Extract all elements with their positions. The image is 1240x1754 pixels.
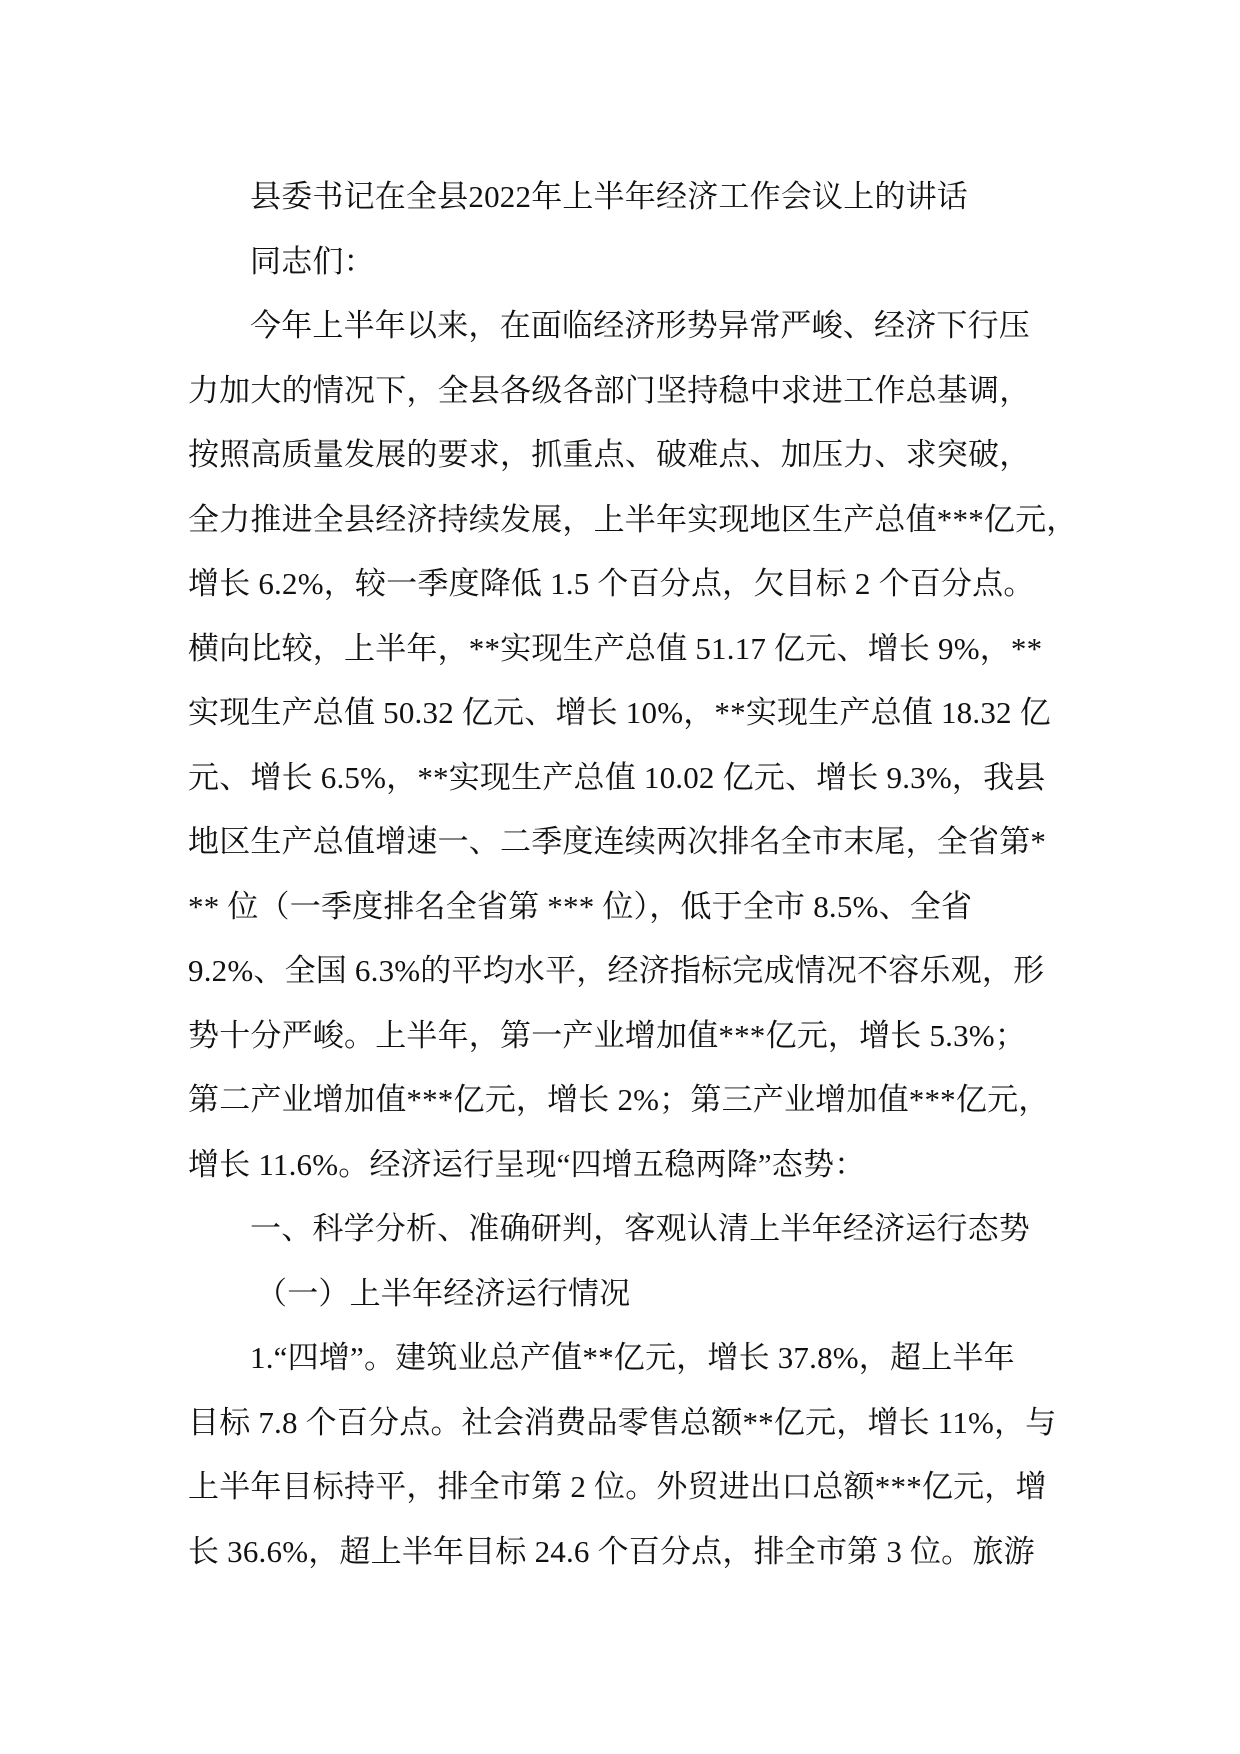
section-line-2: 目标 7.8 个百分点。社会消费品零售总额**亿元，增长 11%，与 (188, 1404, 1057, 1440)
intro-line-7: 实现生产总值 50.32 亿元、增长 10%，**实现生产总值 18.32 亿 (188, 695, 1051, 730)
section-line-1: 1.“四增”。建筑业总产值**亿元，增长 37.8%，超上半年 (250, 1340, 1015, 1375)
section-line-3: 上半年目标持平，排全市第 2 位。外贸进出口总额***亿元，增 (188, 1469, 1047, 1504)
section-heading-2: （一）上半年经济运行情况 (256, 1275, 631, 1311)
salutation: 同志们： (250, 243, 375, 279)
intro-line-12: 势十分严峻。上半年，第一产业增加值***亿元，增长 5.3%； (188, 1017, 1027, 1053)
intro-line-11: 9.2%、全国 6.3%的平均水平，经济指标完成情况不容乐观，形 (188, 953, 1045, 988)
document-content (188, 165, 1088, 1684)
intro-line-10: ** 位（一季度排名全省第 *** 位），低于全市 8.5%、全省 (188, 888, 973, 924)
intro-line-6: 横向比较，上半年，**实现生产总值 51.17 亿元、增长 9%，** (188, 630, 1043, 666)
intro-line-2: 力加大的情况下，全县各级各部门坚持稳中求进工作总基调， (188, 372, 1031, 408)
intro-line-4: 全力推进全县经济持续发展，上半年实现地区生产总值***亿元， (188, 501, 1078, 537)
intro-line-14: 增长 11.6%。经济运行呈现“四增五稳两降”态势： (188, 1146, 866, 1182)
section-line-4: 长 36.6%，超上半年目标 24.6 个百分点，排全市第 3 位。旅游 (188, 1533, 1035, 1569)
intro-line-3: 按照高质量发展的要求，抓重点、破难点、加压力、求突破， (188, 437, 1031, 472)
intro-line-13: 第二产业增加值***亿元，增长 2%；第三产业增加值***亿元， (188, 1082, 1050, 1117)
intro-line-1: 今年上半年以来，在面临经济形势异常严峻、经济下行压 (250, 308, 1030, 343)
intro-line-9: 地区生产总值增速一、二季度连续两次排名全市末尾，全省第* (188, 824, 1047, 859)
document-title: 县委书记在全县2022年上半年经济工作会议上的讲话 (250, 179, 968, 214)
intro-line-8: 元、增长 6.5%，**实现生产总值 10.02 亿元、增长 9.3%，我县 (188, 759, 1046, 795)
bottom-whitespace (188, 1584, 1088, 1684)
intro-line-5: 增长 6.2%，较一季度降低 1.5 个百分点，欠目标 2 个百分点。 (188, 566, 1035, 601)
section-heading-1: 一、科学分析、准确研判，客观认清上半年经济运行态势 (250, 1211, 1030, 1246)
